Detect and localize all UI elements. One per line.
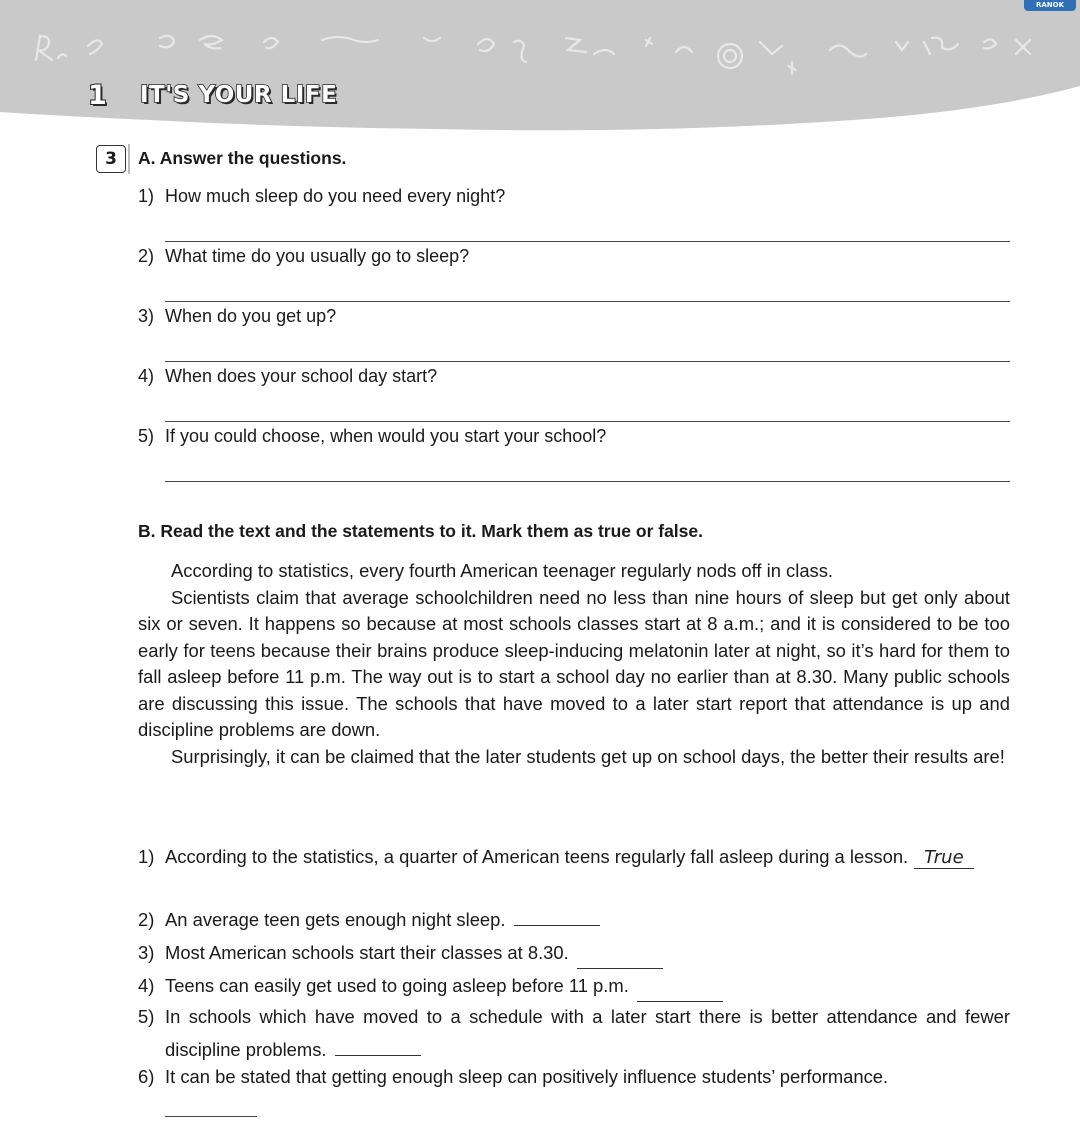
answer-line-3[interactable] <box>165 361 1010 362</box>
answer-line-2[interactable] <box>165 301 1010 302</box>
answer-blank[interactable] <box>577 952 663 969</box>
statement-index: 1) <box>138 846 155 867</box>
part-b-title: B. Read the text and the statements to it. Mark them as true or false. <box>138 521 703 541</box>
statement-6 <box>138 1060 1010 1093</box>
reading-paragraph: Scientists claim that average schoolchildren need no less than nine hours of sleep but get only about six or seven. It happens so because at most schools classes start at 8 a.m.; and it is considered to be too early for teens because their brains produce sleep-inducing melatonin later at night, so it’s hard for them to fall asleep before 11 p.m. The way out is to start a school day no earlier than at 8.30. Many public schools are discussing this issue. The schools that have moved to a later start report that attendance is up and discipline problems are down. <box>138 586 1010 740</box>
question-text: If you could choose, when would you start your school? <box>165 426 607 446</box>
reading-paragraph: According to statistics, every fourth American teenager regularly nods off in class. <box>171 560 834 581</box>
statement-text: An average teen gets enough night sleep. <box>165 909 506 930</box>
unit-title: IT'S YOUR LIFE <box>140 82 338 108</box>
statement-2 <box>138 907 1010 933</box>
question-index: 3) <box>138 306 155 326</box>
question-text: When do you get up? <box>165 306 337 326</box>
statement-text: It can be stated that getting enough sleep can positively influence students’ performance. <box>165 1066 889 1087</box>
answer-blank[interactable] <box>514 909 600 926</box>
question-4 <box>138 366 437 387</box>
question-text: How much sleep do you need every night? <box>165 186 506 206</box>
exercise-number-badge: 3 <box>96 145 126 173</box>
statement-answer[interactable]: True <box>914 848 973 869</box>
question-text: When does your school day start? <box>165 366 438 386</box>
question-2 <box>138 246 469 267</box>
unit-header-band <box>0 0 1080 140</box>
statement-text: Most American schools start their classes at 8.30. <box>165 942 569 963</box>
question-3 <box>138 306 336 327</box>
question-index: 2) <box>138 246 155 266</box>
statement-text: Teens can easily get used to going asleep before 11 p.m. <box>165 975 629 996</box>
statement-index: 5) <box>138 1006 155 1027</box>
unit-number: 1 <box>88 80 107 111</box>
statement-5 <box>138 1000 1010 1066</box>
header-band-shape <box>0 0 1080 140</box>
question-index: 1) <box>138 186 155 206</box>
answer-line-4[interactable] <box>165 421 1010 422</box>
reading-text <box>138 558 1010 770</box>
statement-text: According to the statistics, a quarter of American teens regularly fall asleep during a lesson. <box>165 846 909 867</box>
statement-1 <box>138 840 1010 873</box>
statement-index: 6) <box>138 1066 155 1087</box>
statement-text: In schools which have moved to a schedule with a later start there is better attendance and fewer discipline problems. <box>165 1006 1010 1060</box>
part-a-title: A. Answer the questions. <box>138 148 347 168</box>
statement-index: 4) <box>138 975 155 996</box>
answer-blank[interactable] <box>335 1039 421 1056</box>
answer-blank-6[interactable] <box>165 1116 257 1117</box>
question-1 <box>138 186 505 207</box>
reading-paragraph: Surprisingly, it can be claimed that the later students get up on school days, the better their results are! <box>171 745 1005 767</box>
statement-index: 2) <box>138 909 155 930</box>
publisher-badge: RANOK <box>1024 0 1076 11</box>
statement-index: 3) <box>138 942 155 963</box>
question-5 <box>138 426 606 447</box>
answer-line-5[interactable] <box>165 481 1010 482</box>
answer-line-1[interactable] <box>165 241 1010 242</box>
question-index: 4) <box>138 366 155 386</box>
question-text: What time do you usually go to sleep? <box>165 246 470 266</box>
question-index: 5) <box>138 426 155 446</box>
statement-4 <box>138 973 1010 999</box>
statement-3 <box>138 940 1010 966</box>
